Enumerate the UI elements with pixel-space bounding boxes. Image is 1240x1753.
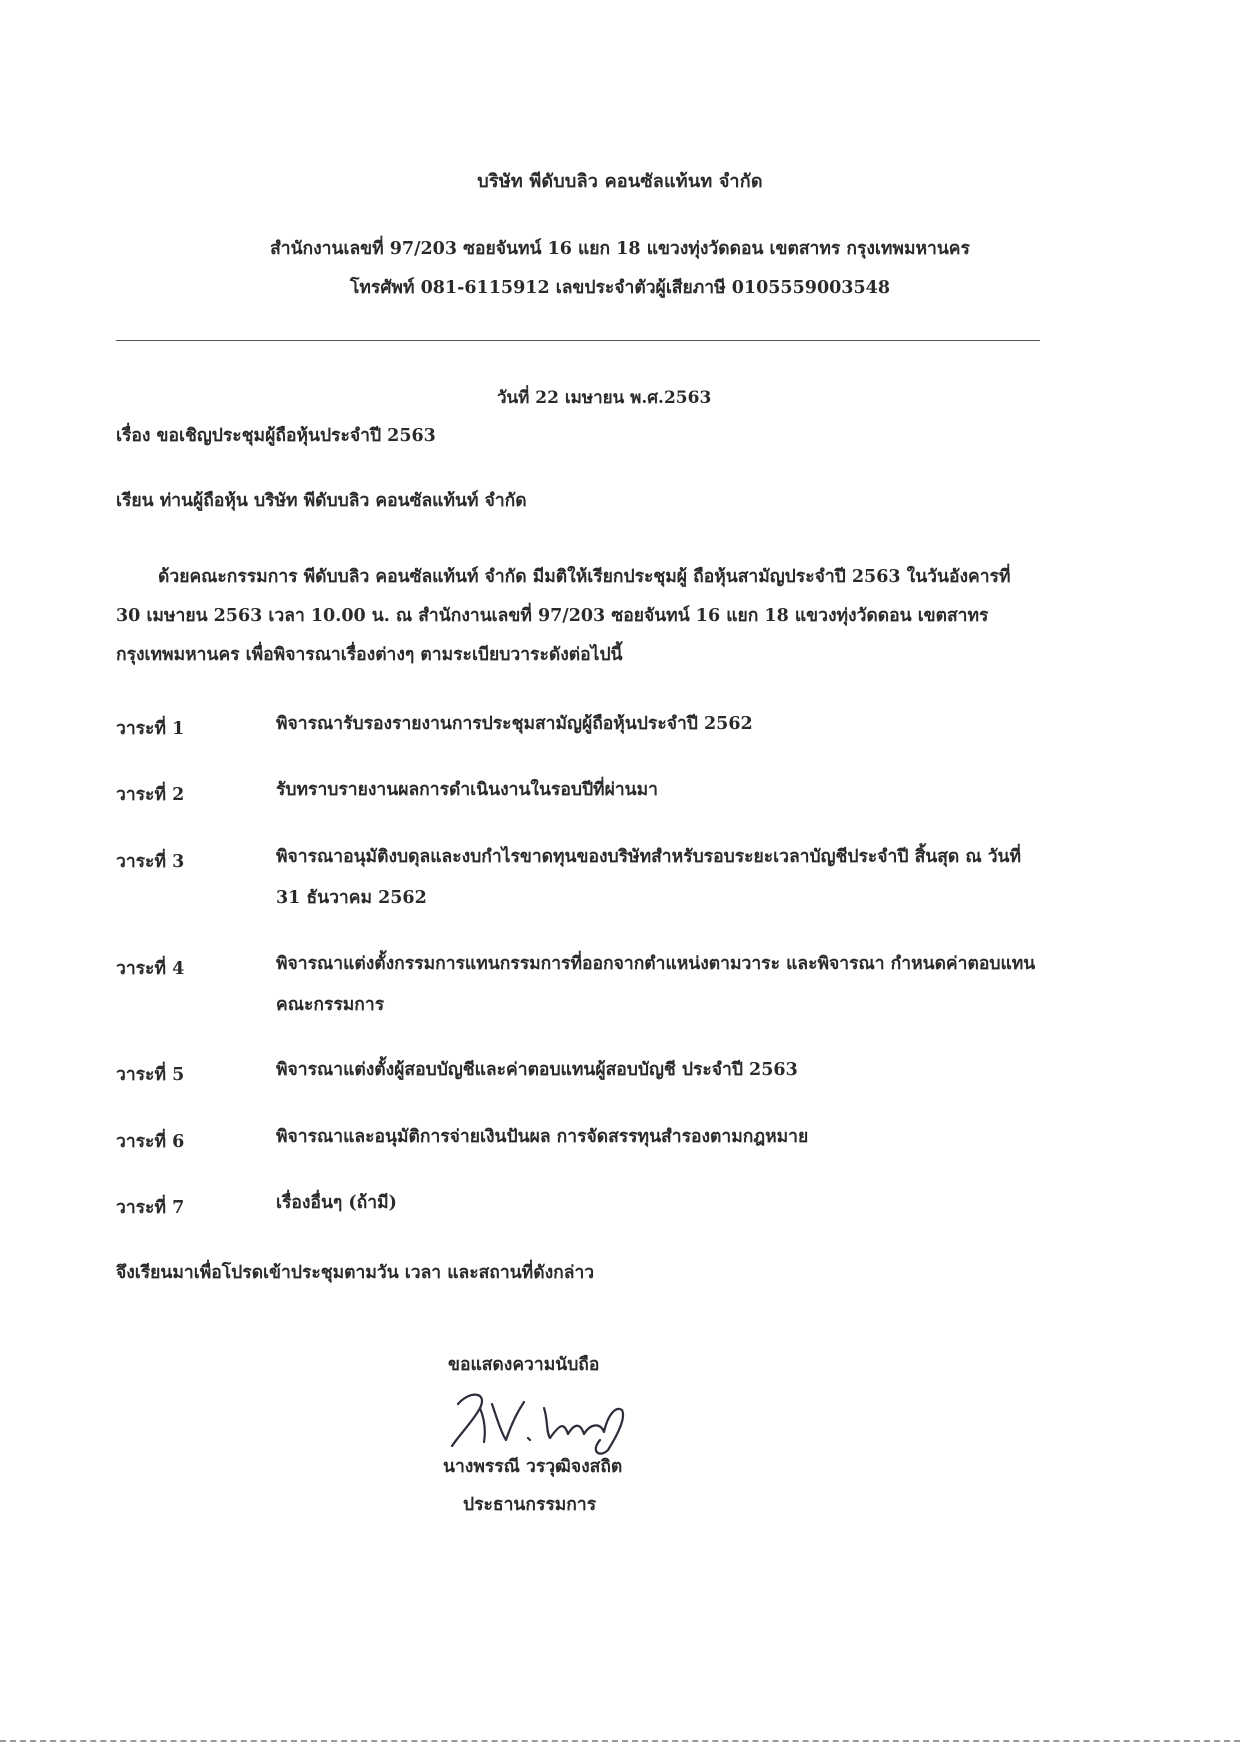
scan-edge-artifact <box>0 1740 1240 1742</box>
body-line-1: ด้วยคณะกรรมการ พีดับบลิว คอนซัลแท้นท์ จำกัด มีมติให้เรียกประชุมผู้ ถือหุ้นสามัญประจำปี 2563 ในวันอังคารที่ <box>158 567 1011 587</box>
agenda-text-4: พิจารณาแต่งตั้งกรรมการแทนกรรมการที่ออกจากตำแหน่งตามวาระ และพิจารณา กำหนดค่าตอบแทนคณะกรรมการ <box>276 954 1036 1015</box>
agenda-text-3: พิจารณาอนุมัติงบดุลและงบกำไรขาดทุนของบริษัทสำหรับรอบระยะเวลาบัญชีประจำปี สิ้นสุด ณ วันที่ 31 ธันวาคม 2562 <box>276 847 1022 908</box>
header-divider <box>116 340 1040 341</box>
letter-recipient: เรียน ท่านผู้ถือหุ้น บริษัท พีดับบลิว คอนซัลแท้นท์ จำกัด <box>116 491 527 511</box>
agenda-text-6: พิจารณาและอนุมัติการจ่ายเงินปันผล การจัดสรรทุนสำรองตามกฎหมาย <box>276 1127 809 1147</box>
closing-line: จึงเรียนมาเพื่อโปรดเข้าประชุมตามวัน เวลา และสถานที่ดังกล่าว <box>116 1263 595 1283</box>
signer-position: ประธานกรรมการ <box>463 1495 597 1515</box>
body-line-3: กรุงเทพมหานคร เพื่อพิจารณาเรื่องต่างๆ ตามระเบียบวาระดังต่อไปนี้ <box>116 645 623 665</box>
agenda-label-1: วาระที่ 1 <box>116 719 185 739</box>
agenda-label-3: วาระที่ 3 <box>116 852 185 872</box>
handwritten-signature <box>440 1384 660 1456</box>
regards-line: ขอแสดงความนับถือ <box>448 1355 600 1375</box>
agenda-text-5: พิจารณาแต่งตั้งผู้สอบบัญชีและค่าตอบแทนผู้สอบบัญชี ประจำปี 2563 <box>276 1060 798 1080</box>
letter-date: วันที่ 22 เมษายน พ.ศ.2563 <box>497 388 712 408</box>
letter-subject: เรื่อง ขอเชิญประชุมผู้ถือหุ้นประจำปี 2563 <box>116 426 436 446</box>
agenda-label-2: วาระที่ 2 <box>116 785 185 805</box>
agenda-label-4: วาระที่ 4 <box>116 959 185 979</box>
company-name: บริษัท พีดับบลิว คอนซัลแท้นท จำกัด <box>477 171 763 192</box>
company-contact: โทรศัพท์ 081-6115912 เลขประจำตัวผู้เสียภาษี 0105559003548 <box>349 278 891 298</box>
agenda-label-7: วาระที่ 7 <box>116 1198 185 1218</box>
body-line-2: 30 เมษายน 2563 เวลา 10.00 น. ณ สำนักงานเลขที่ 97/203 ซอยจันทน์ 16 แยก 18 แขวงทุ่งวัดดอน เขตสาทร <box>116 606 989 626</box>
company-address: สำนักงานเลขที่ 97/203 ซอยจันทน์ 16 แยก 18 แขวงทุ่งวัดดอน เขตสาทร กรุงเทพมหานคร <box>270 239 970 259</box>
agenda-text-2: รับทราบรายงานผลการดำเนินงานในรอบปีที่ผ่านมา <box>276 780 659 800</box>
agenda-label-6: วาระที่ 6 <box>116 1132 185 1152</box>
agenda-text-1: พิจารณารับรองรายงานการประชุมสามัญผู้ถือหุ้นประจำปี 2562 <box>276 714 753 734</box>
agenda-text-7: เรื่องอื่นๆ (ถ้ามี) <box>276 1193 397 1213</box>
signer-name: นางพรรณี วรวุฒิจงสถิต <box>443 1457 623 1477</box>
agenda-label-5: วาระที่ 5 <box>116 1065 185 1085</box>
